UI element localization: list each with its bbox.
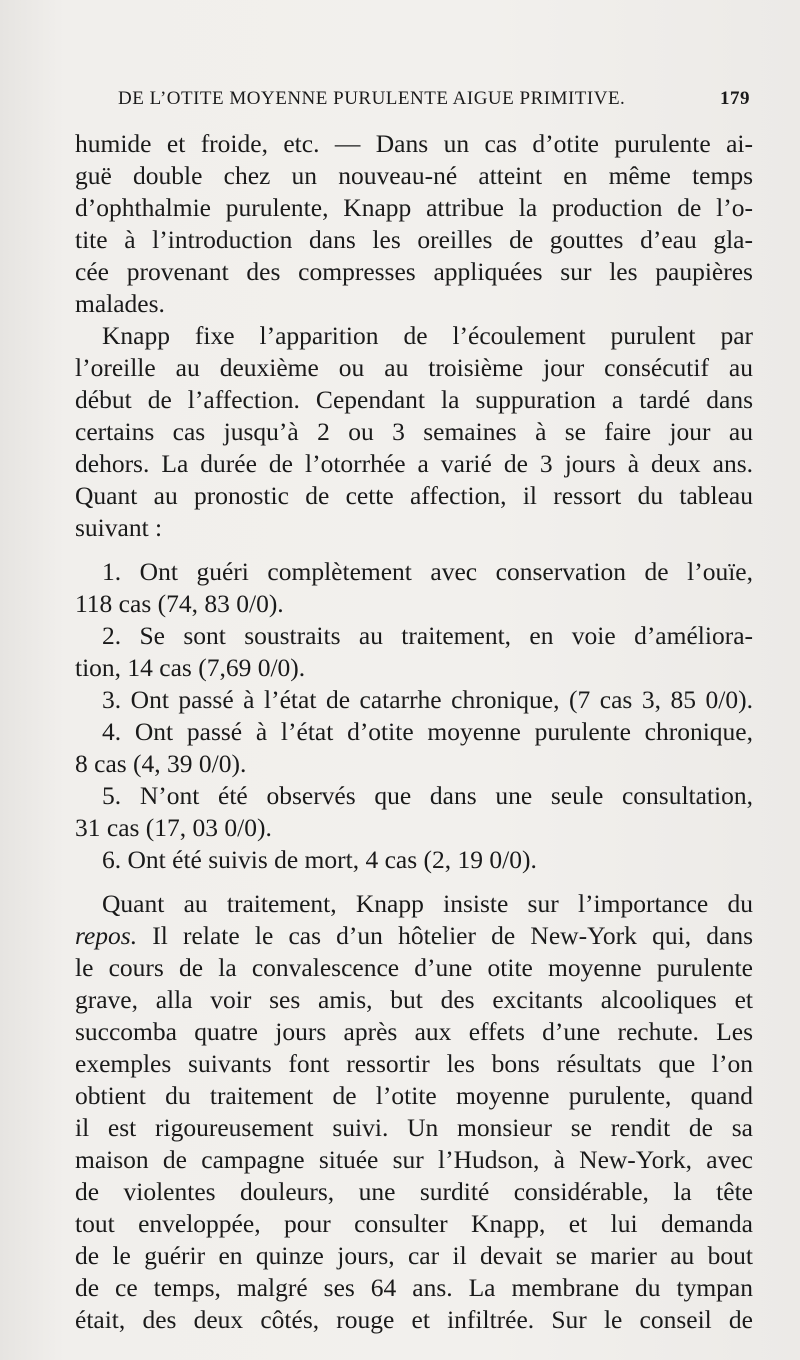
text-line: cée provenant des compresses appliquées sur les paupières <box>75 257 753 286</box>
text-line: Knapp fixe l’apparition de l’écoulement purulent par <box>102 321 753 350</box>
list-item-line: tion, 14 cas (7,69 0/0). <box>75 653 306 682</box>
list-item-line: 2. Se sont soustraits au traitement, en voie d’améliora- <box>102 621 753 650</box>
text-line: d’ophthalmie purulente, Knapp attribue la production de l’o- <box>75 193 753 222</box>
list-item-line: 1. Ont guéri complètement avec conservation de l’ouïe, <box>102 557 753 586</box>
text-line: de violentes douleurs, une surdité considérable, la tête <box>75 1177 753 1206</box>
text-line: exemples suivants font ressortir les bons résultats que l’on <box>75 1049 753 1078</box>
text-line: malades. <box>75 289 165 318</box>
text-line: il est rigoureusement suivi. Un monsieur se rendit de sa <box>75 1113 753 1142</box>
list-item-line: 6. Ont été suivis de mort, 4 cas (2, 19 0/0). <box>102 845 537 874</box>
text-line: certains cas jusqu’à 2 ou 3 semaines à se faire jour au <box>75 417 753 446</box>
text-span: Il relate le cas d’un hôtelier de New-York qui, dans <box>137 921 753 950</box>
list-item-line: 118 cas (74, 83 0/0). <box>75 589 284 618</box>
text-line: était, des deux côtés, rouge et infiltrée. Sur le conseil de <box>75 1305 753 1334</box>
text-line: Quant au pronostic de cette affection, il ressort du tableau <box>75 481 753 510</box>
text-line: l’oreille au deuxième ou au troisième jour consécutif au <box>75 353 753 382</box>
text-line: humide et froide, etc. — Dans un cas d’otite purulente ai- <box>75 129 753 158</box>
list-item-line: 31 cas (17, 03 0/0). <box>75 813 272 842</box>
list-item-line: 8 cas (4, 39 0/0). <box>75 749 247 778</box>
text-line: tite à l’introduction dans les oreilles de gouttes d’eau gla- <box>75 225 753 254</box>
text-line: guë double chez un nouveau-né atteint en même temps <box>75 161 753 190</box>
text-line <box>75 920 753 952</box>
text-line: de ce temps, malgré ses 64 ans. La membrane du tympan <box>75 1273 753 1302</box>
text-line: le cours de la convalescence d’une otite moyenne purulente <box>75 953 753 982</box>
text-line: obtient du traitement de l’otite moyenne purulente, quand <box>75 1081 753 1110</box>
list-item-line: 5. N’ont été observés que dans une seule consultation, <box>102 781 753 810</box>
text-line: succomba quatre jours après aux effets d’une rechute. Les <box>75 1017 753 1046</box>
running-header <box>118 88 750 118</box>
list-item-line: 3. Ont passé à l’état de catarrhe chronique, (7 cas 3, 85 0/0). <box>102 685 753 714</box>
list-item-line: 4. Ont passé à l’état d’otite moyenne purulente chronique, <box>102 717 753 746</box>
text-line: dehors. La durée de l’otorrhée a varié de 3 jours à deux ans. <box>75 449 753 478</box>
italic-word: repos. <box>75 921 138 950</box>
text-line: tout enveloppée, pour consulter Knapp, et lui demanda <box>75 1209 753 1238</box>
text-line: maison de campagne située sur l’Hudson, à New-York, avec <box>75 1145 753 1174</box>
running-title: DE L’OTITE MOYENNE PURULENTE AIGUE PRIMITIVE. <box>118 88 626 109</box>
text-line: de le guérir en quinze jours, car il devait se marier au bout <box>75 1241 753 1270</box>
text-line: Quant au traitement, Knapp insiste sur l’importance du <box>102 889 753 918</box>
page-number: 179 <box>720 88 750 109</box>
text-line: grave, alla voir ses amis, but des excitants alcooliques et <box>75 985 753 1014</box>
text-line: début de l’affection. Cependant la suppuration a tardé dans <box>75 385 753 414</box>
text-line: suivant : <box>75 513 163 542</box>
